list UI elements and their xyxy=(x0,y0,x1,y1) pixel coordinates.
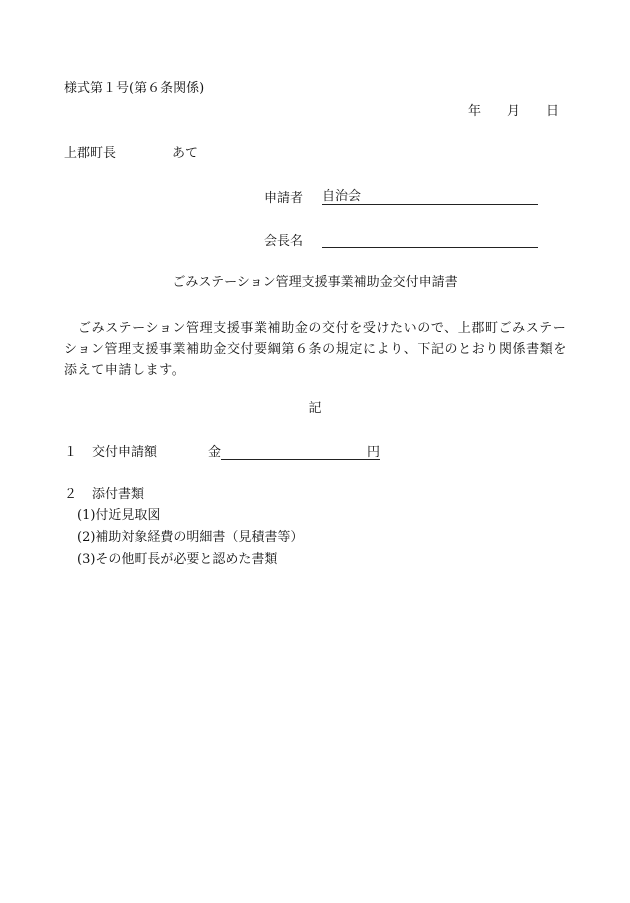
item1-label: 交付申請額 xyxy=(92,445,158,460)
addressee-suffix: あて xyxy=(172,146,199,161)
item1-number: １ xyxy=(64,445,78,460)
date-day: 日 xyxy=(546,104,560,119)
item-attachments xyxy=(64,488,144,501)
date-month: 月 xyxy=(507,104,521,119)
date-line xyxy=(468,105,559,118)
addressee-name: 上郡町長 xyxy=(64,146,117,161)
ki-heading: 記 xyxy=(308,401,322,416)
chair-name-field[interactable] xyxy=(322,233,538,248)
chair-label: 会長名 xyxy=(264,234,304,249)
body-paragraph: ごみステーション管理支援事業補助金の交付を受けたいので、上郡町ごみステーション管理支援事業補助金交付要綱第６条の規定により、下記のとおり関係書類を添えて申請します。 xyxy=(64,321,567,378)
document-title: ごみステーション管理支援事業補助金交付申請書 xyxy=(172,275,458,290)
applicant-field[interactable]: 自治会 xyxy=(322,190,538,205)
applicant-row xyxy=(264,190,538,205)
attachment-item: (1)付近見取図 xyxy=(77,508,161,523)
chair-row xyxy=(264,233,538,248)
item2-label: 添付書類 xyxy=(92,487,145,502)
attachment-item: (3)その他町長が必要と認めた書類 xyxy=(77,552,278,567)
amount-prefix: 金 xyxy=(208,445,222,460)
item-application-amount xyxy=(64,446,380,460)
amount-suffix: 円 xyxy=(367,445,381,460)
addressee xyxy=(64,147,198,160)
attachment-item: (2)補助対象経費の明細書（見積書等） xyxy=(77,530,304,545)
item2-number: ２ xyxy=(64,487,78,502)
applicant-label: 申請者 xyxy=(264,191,304,206)
amount-field[interactable] xyxy=(221,446,367,460)
form-number: 様式第１号(第６条関係) xyxy=(64,81,205,96)
date-year: 年 xyxy=(468,104,482,119)
